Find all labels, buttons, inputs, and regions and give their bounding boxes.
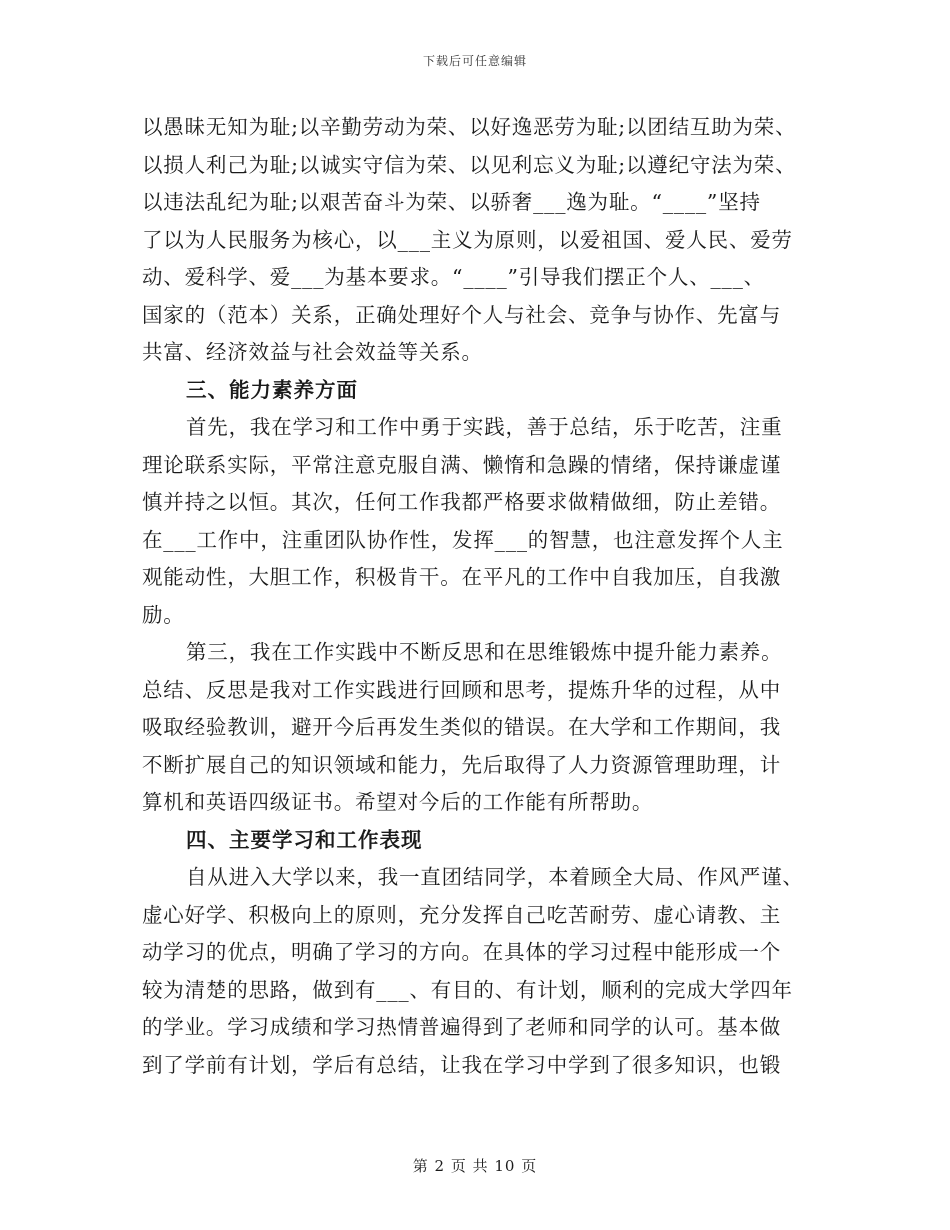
- paragraph-line: 总结、反思是我对工作实践进行回顾和思考，提炼升华的过程，从中: [142, 677, 781, 702]
- paragraph-line: 以愚昧无知为耻;以辛勤劳动为荣、以好逸恶劳为耻;以团结互助为荣、: [142, 115, 797, 139]
- paragraph-line: 吸取经验教训，避开今后再发生类似的错误。在大学和工作期间，我: [142, 715, 781, 739]
- page-number-footer: 第 2 页 共 10 页: [412, 1157, 538, 1175]
- page-header-note: 下载后可任意编辑: [422, 54, 527, 68]
- paragraph-line: 在___工作中，注重团队协作性，发挥___的智慧，也注意发挥个人主: [142, 527, 784, 552]
- paragraph-line: 首先，我在学习和工作中勇于实践，善于总结，乐于吃苦，注重: [186, 415, 783, 439]
- paragraph-line: 共富、经济效益与社会效益等关系。: [142, 340, 483, 364]
- paragraph-line: 的学业。学习成绩和学习热情普遍得到了老师和同学的认可。基本做: [142, 1015, 781, 1039]
- document-body: [142, 109, 812, 1084]
- paragraph-line: 自从进入大学以来，我一直团结同学，本着顾全大局、作风严谨、: [186, 865, 804, 889]
- paragraph-line: 励。: [142, 602, 185, 627]
- paragraph-line: 动学习的优点，明确了学习的方向。在具体的学习过程中能形成一个: [142, 940, 781, 964]
- paragraph-line: 国家的（范本）关系，正确处理好个人与社会、竞争与协作、先富与: [142, 302, 781, 327]
- section-heading: 四、主要学习和工作表现: [186, 827, 423, 852]
- section-heading: 三、能力素养方面: [186, 377, 358, 402]
- paragraph-line: 算机和英语四级证书。希望对今后的工作能有所帮助。: [142, 790, 654, 814]
- paragraph-line: 动、爱科学、爱___为基本要求。“____”引导我们摆正个人、___、: [142, 265, 765, 289]
- paragraph-line: 第三，我在工作实践中不断反思和在思维锻炼中提升能力素养。: [186, 640, 783, 664]
- paragraph-line: 虚心好学、积极向上的原则，充分发挥自己吃苦耐劳、虚心请教、主: [142, 902, 781, 927]
- paragraph-line: 到了学前有计划，学后有总结，让我在学习中学到了很多知识，也锻: [142, 1052, 781, 1077]
- paragraph-line: 了以为人民服务为核心，以___主义为原则，以爱祖国、爱人民、爱劳: [142, 227, 793, 252]
- paragraph-line: 慎并持之以恒。其次，任何工作我都严格要求做精做细，防止差错。: [142, 490, 781, 514]
- paragraph-line: 观能动性，大胆工作，积极肯干。在平凡的工作中自我加压，自我激: [142, 565, 781, 589]
- paragraph-line: 较为清楚的思路，做到有___、有目的、有计划，顺利的完成大学四年: [142, 977, 793, 1002]
- paragraph-line: 以违法乱纪为耻;以艰苦奋斗为荣、以骄奢___逸为耻。“____”坚持: [142, 190, 761, 214]
- paragraph-line: 不断扩展自己的知识领域和能力，先后取得了人力资源管理助理，计: [142, 752, 781, 777]
- paragraph-line: 理论联系实际，平常注意克服自满、懒惰和急躁的情绪，保持谦虚谨: [142, 452, 781, 477]
- paragraph-line: 以损人利己为耻;以诚实守信为荣、以见利忘义为耻;以遵纪守法为荣、: [142, 152, 797, 177]
